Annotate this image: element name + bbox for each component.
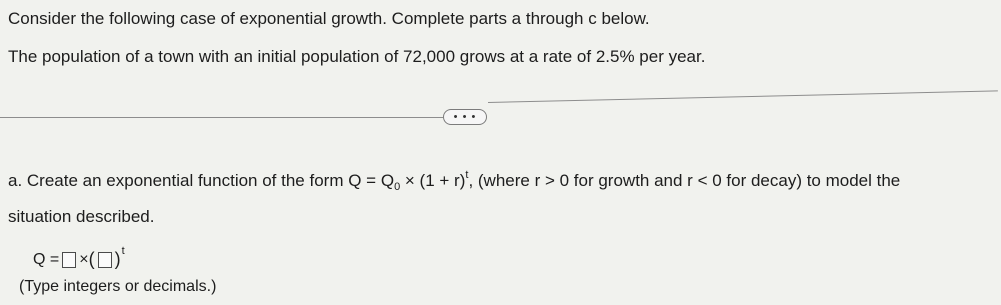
initial-value-input[interactable]: [62, 252, 76, 268]
more-options-button[interactable]: • • •: [443, 109, 487, 125]
answer-open-paren: (: [88, 249, 95, 269]
model-formula: [348, 169, 469, 193]
divider: [0, 117, 443, 118]
formula-exponent: t: [465, 169, 469, 181]
formula-q0: Q: [380, 171, 395, 190]
formula-q0-subscript: 0: [394, 181, 401, 193]
part-a-text: a. Create an exponential function of the form: [8, 171, 349, 190]
answer-times: ×: [79, 250, 89, 268]
problem-statement: The population of a town with an initial population of 72,000 grows at a rate of 2.5% per year.: [8, 47, 706, 66]
formula-q: Q: [348, 171, 362, 190]
answer-exponent: t: [121, 244, 125, 257]
divider: [488, 90, 998, 103]
part-a-instructions-continued: situation described.: [8, 207, 155, 226]
answer-lhs: Q =: [33, 250, 60, 268]
question-intro: Consider the following case of exponential growth. Complete parts a through c below.: [8, 9, 650, 28]
answer-format-hint: (Type integers or decimals.): [19, 278, 217, 295]
part-a-condition-text: , (where r > 0 for growth and r < 0 for decay) to model the: [468, 171, 901, 190]
answer-row: [33, 244, 125, 270]
formula-equals: =: [361, 171, 381, 190]
part-a-instructions: [8, 169, 900, 193]
answer-close-paren: ): [114, 249, 121, 269]
growth-factor-input[interactable]: [98, 252, 112, 268]
formula-growth-factor: × (1 + r): [400, 171, 466, 190]
